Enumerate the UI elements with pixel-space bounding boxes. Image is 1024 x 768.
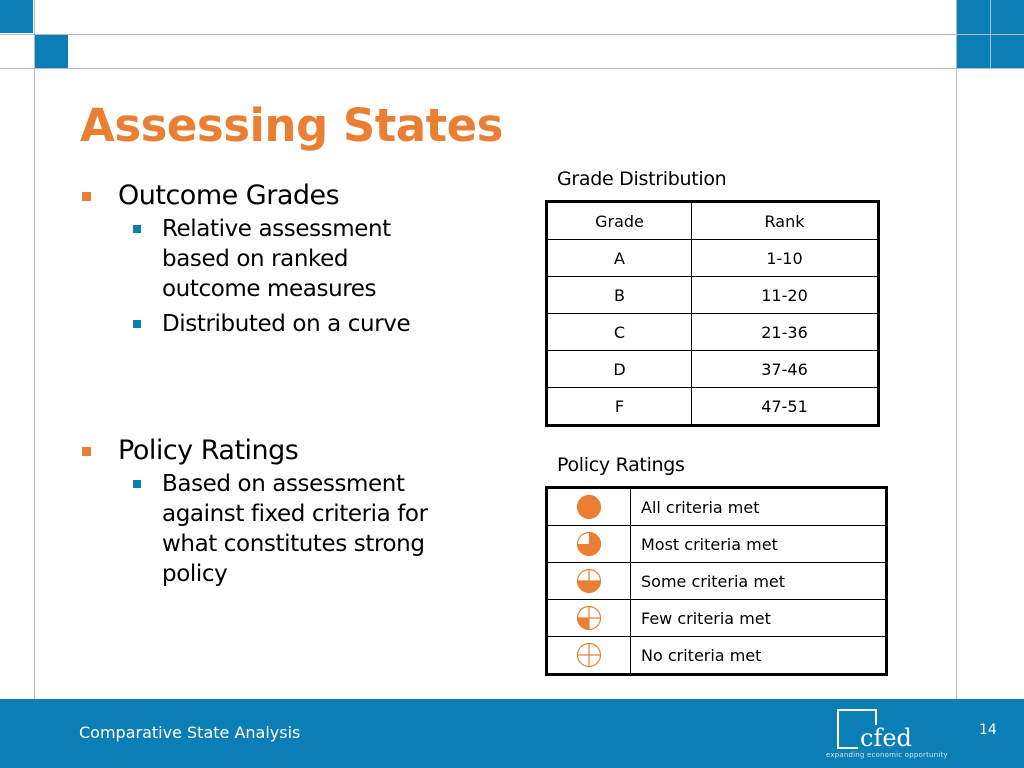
page-number: 14 — [979, 722, 997, 738]
table-row — [547, 600, 887, 637]
slide-title: Assessing States — [80, 99, 503, 152]
policy-label: No criteria met — [631, 637, 887, 675]
half-circle-icon — [576, 568, 602, 594]
rank-cell: 1-10 — [692, 240, 879, 277]
table-row — [547, 240, 879, 277]
header-rule — [0, 34, 1024, 35]
grade-cell: A — [547, 240, 692, 277]
rank-cell: 47-51 — [692, 388, 879, 426]
right-rule — [956, 0, 957, 699]
policy-label: Some criteria met — [631, 563, 887, 600]
sub-bullet: Based on assessment against fixed criteria for what constitutes strong policy — [125, 469, 472, 589]
three-quarter-circle-icon — [576, 531, 602, 557]
table-header-row — [547, 202, 879, 240]
logo-wordmark: cfed — [860, 724, 912, 752]
grade-table-caption: Grade Distribution — [557, 168, 727, 190]
corner-square-left — [35, 35, 68, 68]
table-row — [547, 277, 879, 314]
cfed-logo — [826, 707, 946, 763]
table-row — [547, 526, 887, 563]
table-row — [547, 563, 887, 600]
grade-cell: F — [547, 388, 692, 426]
logo-tagline: expanding economic opportunity — [826, 751, 948, 759]
policy-label: Few criteria met — [631, 600, 887, 637]
grade-cell: D — [547, 351, 692, 388]
policy-label: All criteria met — [631, 488, 887, 526]
table-row — [547, 637, 887, 675]
policy-ratings-table — [545, 486, 888, 676]
full-circle-icon — [576, 494, 602, 520]
grade-distribution-table — [545, 200, 880, 427]
header-rule — [0, 68, 1024, 69]
bullet-policy-ratings: Policy Ratings — [80, 433, 500, 469]
footer-title: Comparative State Analysis — [79, 723, 301, 742]
sub-bullet: Relative assessment based on ranked outcome measures — [125, 214, 422, 304]
left-rule — [34, 0, 35, 699]
rank-cell: 11-20 — [692, 277, 879, 314]
corner-square-top-left — [0, 0, 33, 33]
sub-bullet: Distributed on a curve — [125, 309, 500, 339]
table-header-cell: Rank — [692, 202, 879, 240]
rank-cell: 37-46 — [692, 351, 879, 388]
table-row — [547, 388, 879, 426]
rank-cell: 21-36 — [692, 314, 879, 351]
grade-cell: C — [547, 314, 692, 351]
policy-table-caption: Policy Ratings — [557, 454, 685, 476]
empty-circle-icon — [576, 642, 602, 668]
table-row — [547, 488, 887, 526]
table-header-cell: Grade — [547, 202, 692, 240]
grade-cell: B — [547, 277, 692, 314]
bullet-list — [80, 178, 500, 589]
policy-label: Most criteria met — [631, 526, 887, 563]
quarter-circle-icon — [576, 605, 602, 631]
table-row — [547, 314, 879, 351]
table-row — [547, 351, 879, 388]
bullet-outcome-grades: Outcome Grades — [80, 178, 500, 214]
